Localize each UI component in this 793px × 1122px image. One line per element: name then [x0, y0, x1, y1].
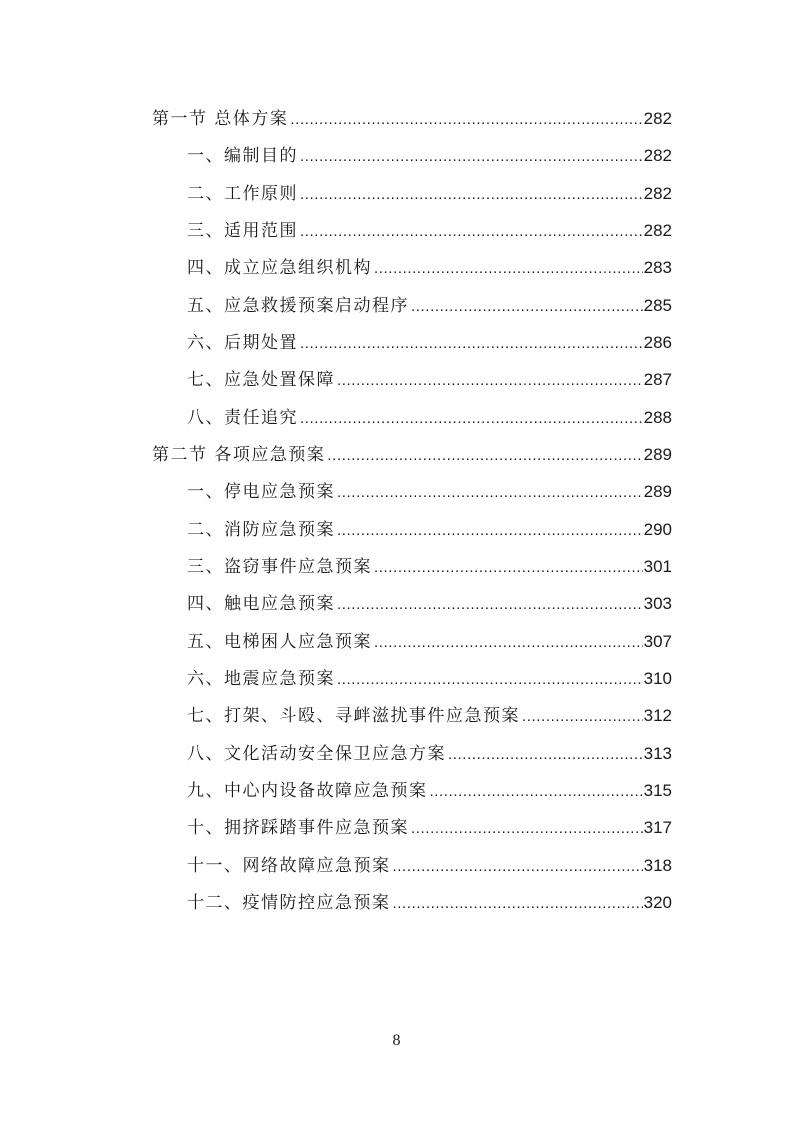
toc-entry-label: 十、拥挤踩踏事件应急预案	[187, 818, 409, 839]
toc-dot-leader	[411, 292, 643, 322]
toc-entry-page: 290	[643, 519, 672, 539]
toc-entry-page: 286	[643, 332, 672, 352]
toc-entry-label: 七、打架、斗殴、寻衅滋扰事件应急预案	[187, 706, 520, 727]
toc-entry-page: 317	[643, 818, 672, 838]
toc-dot-leader	[300, 404, 643, 434]
toc-entry-page: 282	[643, 109, 672, 128]
toc-entry-label: 八、文化活动安全保卫应急方案	[187, 743, 446, 764]
toc-dot-leader	[300, 142, 643, 172]
toc-entry-label: 一、编制目的	[187, 146, 298, 167]
toc-entry[interactable]	[152, 253, 672, 290]
toc-entry-page: 282	[643, 146, 672, 166]
toc-entry[interactable]	[152, 552, 672, 589]
toc-section-1[interactable]	[152, 104, 672, 141]
toc-entry-label: 第一节 总体方案	[152, 109, 289, 129]
toc-dot-leader	[374, 254, 643, 284]
toc-entry-page: 289	[643, 482, 672, 502]
toc-dot-leader	[337, 590, 643, 620]
toc-entry[interactable]	[152, 664, 672, 701]
toc-entry-label: 三、盗窃事件应急预案	[187, 556, 372, 577]
toc-entry-label: 十一、网络故障应急预案	[187, 855, 391, 876]
toc-entry[interactable]	[152, 627, 672, 664]
toc-entry-label: 六、地震应急预案	[187, 668, 335, 689]
toc-entry-page: 289	[643, 444, 672, 464]
toc-entry[interactable]	[152, 328, 672, 365]
toc-dot-leader	[290, 105, 642, 135]
toc-entry[interactable]	[152, 403, 672, 440]
toc-entry[interactable]	[152, 776, 672, 813]
toc-entry-label: 三、适用范围	[187, 220, 298, 241]
toc-entry[interactable]	[152, 515, 672, 552]
toc-entry[interactable]	[152, 813, 672, 850]
toc-entry-page: 288	[643, 407, 672, 427]
toc-dot-leader	[337, 516, 643, 546]
toc-entry-page: 312	[643, 706, 672, 726]
toc-entry-label: 五、电梯困人应急预案	[187, 631, 372, 652]
toc-entry-page: 310	[643, 668, 672, 688]
toc-entry-label: 十二、疫情防控应急预案	[187, 892, 391, 913]
toc-dot-leader	[430, 777, 643, 807]
toc-dot-leader	[300, 329, 643, 359]
toc-entry-label: 五、应急救援预案启动程序	[187, 295, 409, 316]
toc-section-2[interactable]	[152, 440, 672, 477]
toc-entry-label: 第二节 各项应急预案	[152, 444, 326, 465]
toc-entry[interactable]	[152, 589, 672, 626]
toc-dot-leader	[411, 814, 643, 844]
toc-entry-label: 二、消防应急预案	[187, 519, 335, 540]
toc-dot-leader	[327, 441, 642, 471]
toc-entry-label: 一、停电应急预案	[187, 482, 335, 503]
toc-dot-leader	[522, 702, 643, 732]
toc-dot-leader	[448, 740, 643, 770]
toc-entry[interactable]	[152, 477, 672, 514]
toc-entry-page: 315	[643, 780, 672, 800]
toc-entry[interactable]	[152, 739, 672, 776]
toc-entry-page: 282	[643, 183, 672, 203]
toc-entry-page: 282	[643, 220, 672, 240]
toc-entry-page: 283	[643, 258, 672, 278]
toc-entry[interactable]	[152, 701, 672, 738]
toc-entry-label: 二、工作原则	[187, 183, 298, 204]
toc-entry-page: 303	[643, 594, 672, 614]
toc-dot-leader	[393, 889, 643, 919]
toc-dot-leader	[374, 628, 643, 658]
toc-entry-label: 六、后期处置	[187, 332, 298, 353]
toc-entry-label: 九、中心内设备故障应急预案	[187, 780, 428, 801]
toc-dot-leader	[374, 553, 643, 583]
toc-entry[interactable]	[152, 216, 672, 253]
toc-entry[interactable]	[152, 851, 672, 888]
toc-dot-leader	[337, 478, 643, 508]
toc-entry[interactable]	[152, 179, 672, 216]
toc-dot-leader	[337, 366, 643, 396]
page-number: 8	[392, 1032, 401, 1049]
toc-entry-label: 四、成立应急组织机构	[187, 258, 372, 279]
toc-entry[interactable]	[152, 888, 672, 925]
toc-entry-page: 285	[643, 295, 672, 315]
toc-entry-page: 307	[643, 631, 672, 651]
toc-dot-leader	[300, 180, 643, 210]
toc-entry-page: 313	[643, 743, 672, 763]
toc-dot-leader	[337, 665, 643, 695]
toc-entry[interactable]	[152, 291, 672, 328]
table-of-contents	[152, 104, 672, 925]
toc-entry-label: 四、触电应急预案	[187, 594, 335, 615]
toc-entry[interactable]	[152, 141, 672, 178]
toc-entry-label: 八、责任追究	[187, 407, 298, 428]
toc-dot-leader	[393, 852, 643, 882]
toc-dot-leader	[300, 217, 643, 247]
toc-entry-page: 320	[643, 892, 672, 912]
toc-entry-label: 七、应急处置保障	[187, 370, 335, 391]
toc-entry[interactable]	[152, 365, 672, 402]
toc-entry-page: 301	[643, 556, 672, 576]
toc-entry-page: 287	[643, 370, 672, 390]
toc-entry-page: 318	[643, 855, 672, 875]
